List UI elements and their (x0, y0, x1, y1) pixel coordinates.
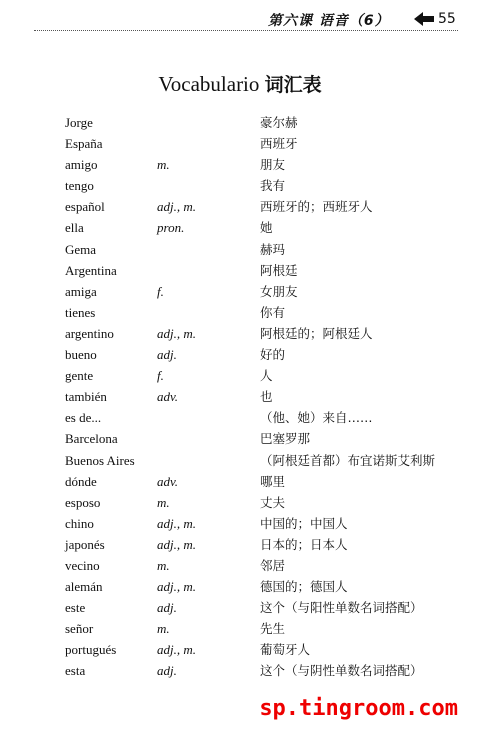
vocabulary-list (0, 112, 480, 682)
vocab-pos: m. (157, 494, 170, 510)
vocab-pos: f. (157, 368, 164, 384)
header-rule (34, 30, 458, 31)
vocab-word: dónde (65, 473, 97, 489)
vocab-row (0, 386, 480, 407)
vocab-pos: adj., m. (157, 642, 196, 658)
vocab-row (0, 112, 480, 133)
vocab-word: es de... (65, 410, 102, 426)
vocab-word: español (65, 199, 105, 215)
vocab-word: portugués (65, 642, 117, 658)
vocab-meaning: 西班牙 (260, 136, 298, 152)
page-header (0, 0, 480, 32)
vocab-word: España (65, 136, 103, 152)
vocab-meaning: 她 (260, 220, 273, 236)
vocab-word: este (65, 600, 86, 616)
vocab-word: Gema (65, 241, 97, 257)
vocab-word: bueno (65, 347, 97, 363)
vocab-meaning: 丈夫 (260, 494, 286, 510)
section-title-latin: Vocabulario (158, 72, 260, 96)
vocab-row (0, 428, 480, 449)
vocab-row (0, 555, 480, 576)
vocab-pos: adj. (157, 347, 177, 363)
vocab-row (0, 217, 480, 238)
vocab-meaning: 阿根廷 (260, 262, 298, 278)
vocab-meaning: 我有 (260, 178, 286, 194)
vocab-meaning: 先生 (260, 621, 286, 637)
vocab-pos: f. (157, 283, 164, 299)
vocab-meaning: 豪尔赫 (260, 115, 298, 130)
vocab-pos: pron. (157, 220, 185, 236)
vocab-word: alemán (65, 579, 103, 595)
vocab-word: vecino (65, 557, 100, 573)
vocab-meaning: 这个（与阴性单数名词搭配） (260, 663, 423, 679)
vocab-row (0, 302, 480, 323)
vocab-meaning: 好的 (260, 347, 286, 363)
vocab-word: también (65, 389, 107, 405)
vocab-row (0, 513, 480, 534)
vocab-meaning: 你有 (260, 304, 286, 320)
section-title (0, 70, 480, 97)
vocab-row (0, 196, 480, 217)
page-number: 55 (438, 11, 456, 27)
vocab-row (0, 450, 480, 471)
vocab-meaning: 中国的；中国人 (260, 515, 348, 531)
vocab-meaning: 日本的；日本人 (260, 536, 348, 552)
vocab-word: señor (65, 621, 94, 637)
vocab-pos: adj., m. (157, 536, 196, 552)
vocab-row (0, 597, 480, 618)
vocab-meaning: 人 (260, 368, 273, 384)
vocab-row (0, 133, 480, 154)
vocab-meaning: （阿根廷首都）布宜诺斯艾利斯 (260, 452, 436, 468)
vocab-row (0, 660, 480, 681)
vocab-meaning: 朋友 (260, 157, 286, 173)
vocab-word: Jorge (65, 115, 93, 130)
vocab-pos: adj. (157, 600, 177, 616)
vocab-row (0, 365, 480, 386)
section-title-chinese: 词汇表 (264, 74, 322, 96)
vocab-word: tienes (65, 304, 96, 320)
vocab-word: Buenos Aires (65, 452, 135, 468)
vocab-meaning: 邻居 (260, 557, 286, 573)
vocab-word: Argentina (65, 262, 117, 278)
vocab-meaning: 阿根廷的；阿根廷人 (260, 325, 373, 341)
vocab-word: amigo (65, 157, 98, 173)
vocab-meaning: 葡萄牙人 (260, 642, 311, 658)
vocab-meaning: 西班牙的；西班牙人 (260, 199, 373, 215)
vocab-pos: m. (157, 557, 170, 573)
vocab-meaning: 也 (260, 389, 273, 405)
vocab-word: Barcelona (65, 431, 118, 447)
vocab-row (0, 534, 480, 555)
vocab-meaning: 女朋友 (260, 283, 298, 299)
vocab-meaning: 哪里 (260, 473, 286, 489)
vocab-pos: adv. (157, 473, 179, 489)
arrow-left-icon (414, 12, 434, 26)
vocab-row (0, 175, 480, 196)
vocab-meaning: 巴塞罗那 (260, 431, 311, 447)
vocab-word: argentino (65, 325, 114, 341)
vocab-meaning: 赫玛 (260, 241, 286, 257)
vocab-row (0, 281, 480, 302)
vocab-meaning: 这个（与阳性单数名词搭配） (260, 600, 423, 616)
vocab-pos: adv. (157, 389, 179, 405)
vocab-pos: m. (157, 621, 170, 637)
vocab-word: ella (65, 220, 84, 236)
vocab-row (0, 239, 480, 260)
vocab-row (0, 260, 480, 281)
vocab-pos: m. (157, 157, 170, 173)
vocab-pos: adj., m. (157, 325, 196, 341)
vocab-word: esposo (65, 494, 101, 510)
vocab-meaning: （他、她）来自…… (260, 410, 373, 426)
vocab-pos: adj., m. (157, 579, 196, 595)
vocab-pos: adj. (157, 663, 177, 679)
vocab-row (0, 471, 480, 492)
vocab-row (0, 323, 480, 344)
vocab-row (0, 618, 480, 639)
vocab-word: japonés (65, 536, 105, 552)
vocab-row (0, 407, 480, 428)
vocab-word: esta (65, 663, 86, 679)
vocab-pos: adj., m. (157, 515, 196, 531)
vocab-row (0, 154, 480, 175)
vocab-row (0, 344, 480, 365)
chapter-title: 第六课 语音（6） (268, 13, 390, 29)
vocab-word: tengo (65, 178, 94, 194)
vocab-word: chino (65, 515, 94, 531)
vocab-meaning: 德国的；德国人 (260, 579, 348, 595)
watermark: sp.tingroom.com (259, 696, 458, 721)
vocab-word: amiga (65, 283, 97, 299)
vocab-word: gente (65, 368, 94, 384)
vocab-row (0, 576, 480, 597)
vocab-row (0, 492, 480, 513)
vocab-pos: adj., m. (157, 199, 196, 215)
vocab-row (0, 639, 480, 660)
